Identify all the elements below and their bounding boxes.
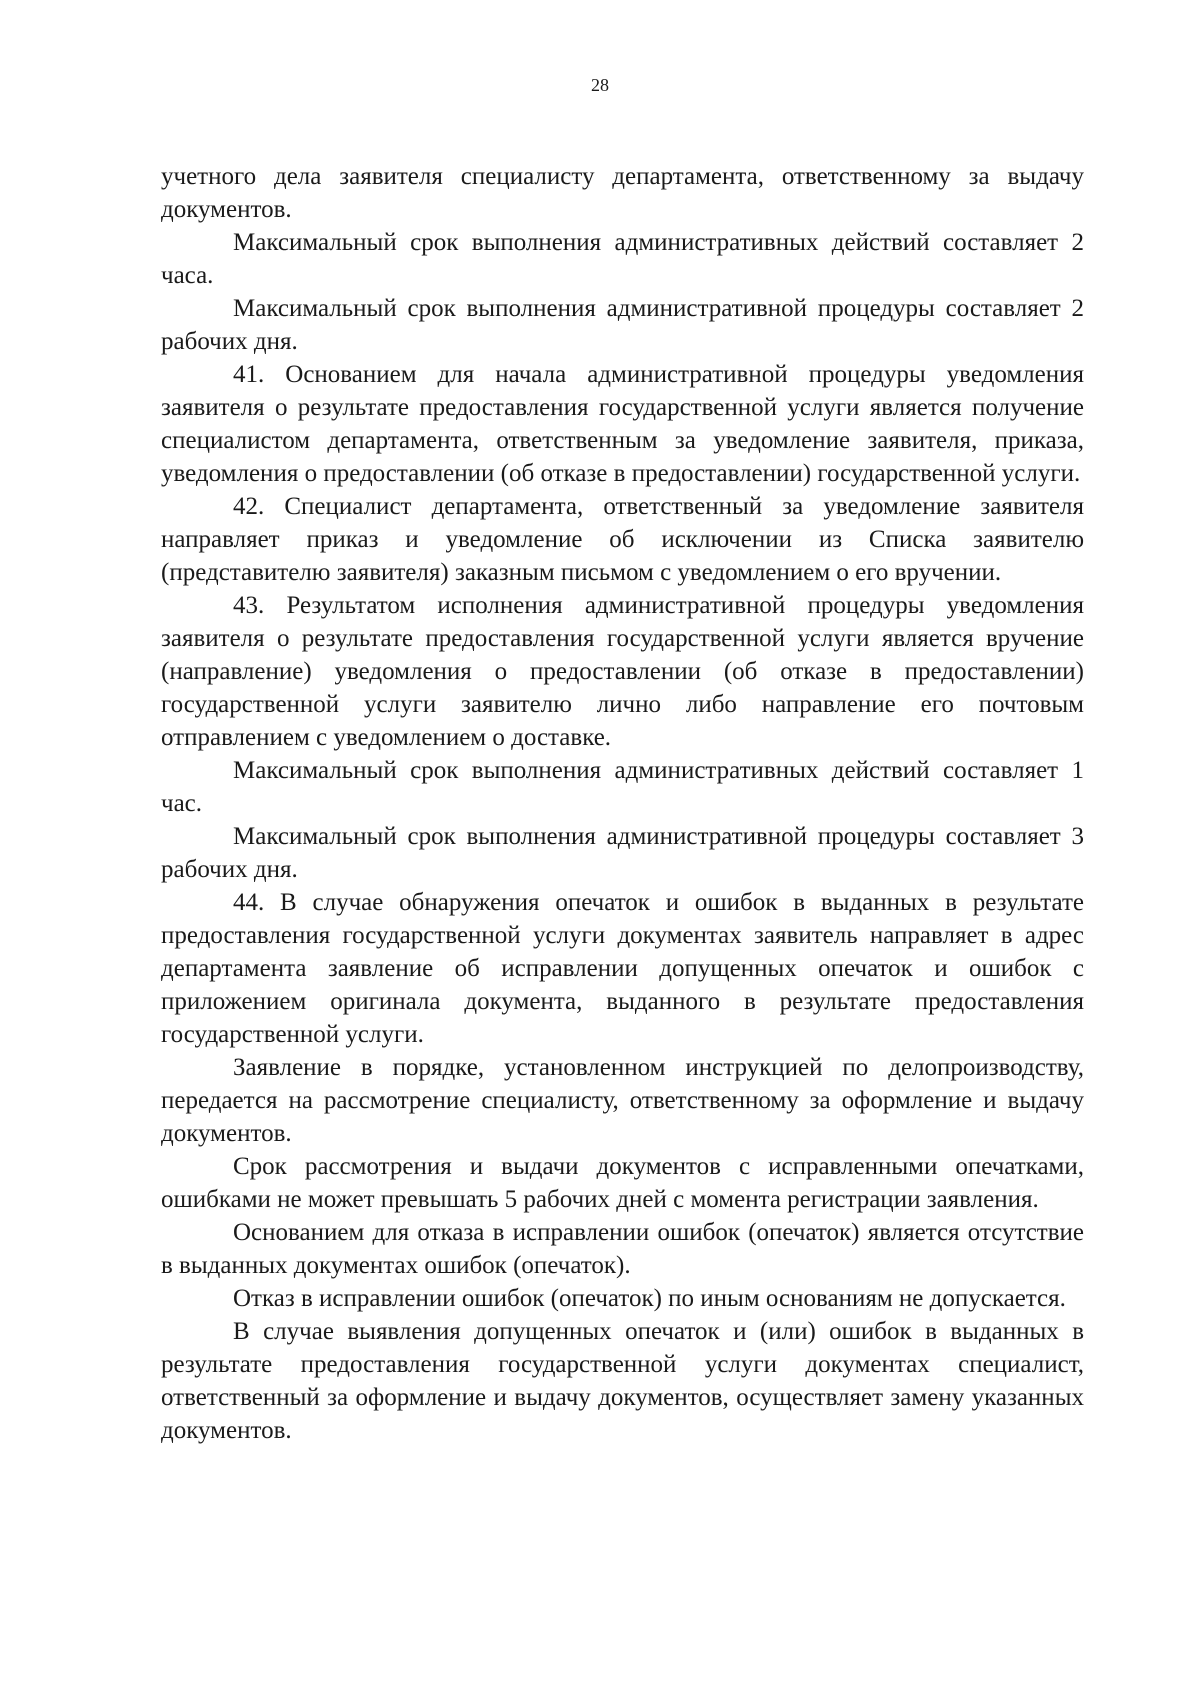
page-number: 28 bbox=[591, 75, 609, 95]
paragraph-43: 43. Результатом исполнения административной процедуры уведомления заявителя о результате предоставления государственной услуги является вручение (направление) уведомления о предоставлении (об отказе в предоставлении) государственной услуги заявителю лично либо направление его почтовым отправлением с уведомлением о доставке. bbox=[161, 592, 1084, 751]
paragraph-max-time-actions-2: Максимальный срок выполнения административных действий составляет 1 час. bbox=[161, 757, 1084, 817]
paragraph-44: 44. В случае обнаружения опечаток и ошибок в выданных в результате предоставления государственной услуги документах заявитель направляет в адрес департамента заявление об исправлении допущенных опечаток и ошибок с приложением оригинала документа, выданного в результате предоставления государственной услуги. bbox=[161, 889, 1084, 1048]
paragraph-42: 42. Специалист департамента, ответственный за уведомление заявителя направляет приказ и уведомление об исключении из Списка заявителю (представителю заявителя) заказным письмом с уведомлением о его вручении. bbox=[161, 493, 1084, 586]
paragraph-refusal-grounds: Основанием для отказа в исправлении ошибок (опечаток) является отсутствие в выданных документах ошибок (опечаток). bbox=[161, 1219, 1084, 1279]
paragraph-max-time-procedure-2: Максимальный срок выполнения административной процедуры составляет 3 рабочих дня. bbox=[161, 823, 1084, 883]
paragraph-41: 41. Основанием для начала административной процедуры уведомления заявителя о результате предоставления государственной услуги является получение специалистом департамента, ответственным за уведомление заявителя, приказа, уведомления о предоставлении (об отказе в предоставлении) государственной услуги. bbox=[161, 361, 1084, 487]
document-body bbox=[161, 160, 1084, 1447]
paragraph-review-term: Срок рассмотрения и выдачи документов с исправленными опечатками, ошибками не может превышать 5 рабочих дней с момента регистрации заявления. bbox=[161, 1153, 1084, 1213]
paragraph-max-time-actions: Максимальный срок выполнения административных действий составляет 2 часа. bbox=[161, 229, 1084, 289]
paragraph-application-transfer: Заявление в порядке, установленном инструкцией по делопроизводству, передается на рассмотрение специалисту, ответственному за оформление и выдачу документов. bbox=[161, 1054, 1084, 1147]
paragraph-continuation: учетного дела заявителя специалисту департамента, ответственному за выдачу документов. bbox=[161, 163, 1084, 223]
paragraph-max-time-procedure: Максимальный срок выполнения административной процедуры составляет 2 рабочих дня. bbox=[161, 295, 1084, 355]
paragraph-refusal-other: Отказ в исправлении ошибок (опечаток) по иным основаниям не допускается. bbox=[233, 1285, 1066, 1312]
paragraph-replacement: В случае выявления допущенных опечаток и (или) ошибок в выданных в результате предоставления государственной услуги документах специалист, ответственный за оформление и выдачу документов, осуществляет замену указанных документов. bbox=[161, 1318, 1084, 1444]
